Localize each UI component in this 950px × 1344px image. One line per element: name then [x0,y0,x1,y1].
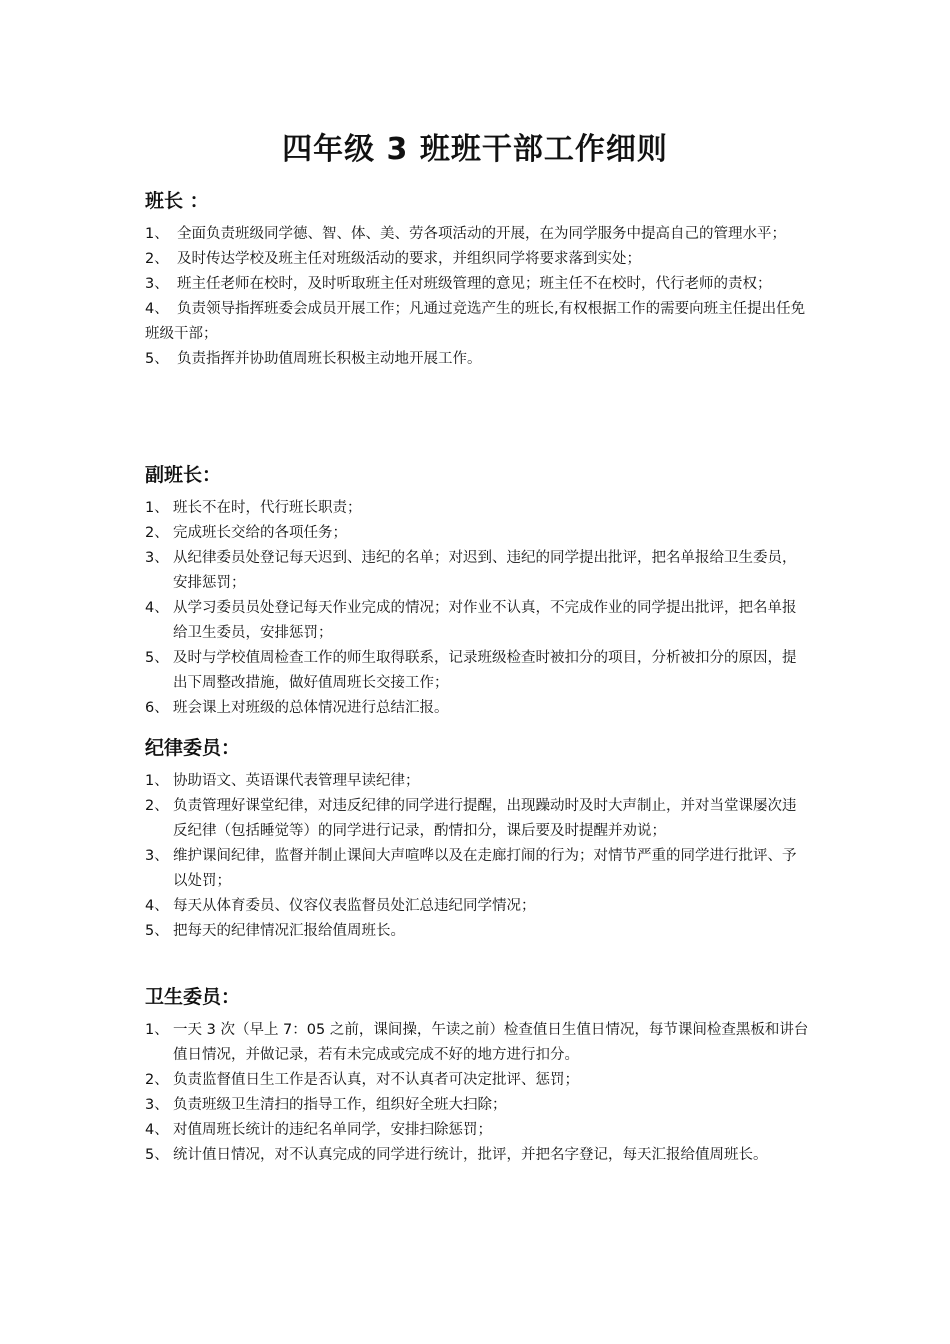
list-item [145,596,810,646]
list-item [145,1068,810,1093]
list-item [145,496,810,521]
item-number: 4、 [145,898,169,914]
section-heading: 副班长： [145,464,222,486]
item-text: 把每天的纪律情况汇报给值周班长。 [173,923,405,939]
list-item [145,1093,810,1118]
item-text: 班会课上对班级的总体情况进行总结汇报。 [173,700,449,716]
list-item [145,844,810,894]
item-number: 5、 [145,351,169,367]
item-number: 5、 [145,1147,169,1163]
list-item [145,1143,810,1168]
item-text: 一天 3 次（早上 7：05 之前，课间操，午读之前）检查值日生值日情况，每节课间检查黑板和讲台值日情况，并做记录，若有未完成或完成不好的地方进行扣分。 [173,1022,809,1063]
item-number: 2、 [145,251,169,267]
item-text: 全面负责班级同学德、智、体、美、劳各项活动的开展，在为同学服务中提高自己的管理水平； [177,226,786,242]
item-number: 3、 [145,550,169,566]
item-number: 4、 [145,301,169,317]
item-text: 及时传达学校及班主任对班级活动的要求，并组织同学将要求落到实处； [177,251,641,267]
item-number: 2、 [145,798,169,814]
item-text: 完成班长交给的各项任务； [173,525,347,541]
item-number: 3、 [145,848,169,864]
section-discipline-officer [145,733,810,944]
item-text: 负责领导指挥班委会成员开展工作；凡通过竞选产生的班长,有权根据工作的需要向班主任提出任免班级干部； [145,301,806,342]
item-text: 从学习委员员处登记每天作业完成的情况；对作业不认真，不完成作业的同学提出批评，把名单报给卫生委员，安排惩罚； [173,600,797,641]
item-text: 负责管理好课堂纪律，对违反纪律的同学进行提醒，出现躁动时及时大声制止，并对当堂课屡次违反纪律（包括睡觉等）的同学进行记录，酌情扣分，课后要及时提醒并劝说； [173,798,797,839]
document-title: 四年级 3 班班干部工作细则 [282,132,668,167]
list-item [145,646,810,696]
list-item [145,347,810,372]
item-number: 1、 [145,500,169,516]
item-number: 5、 [145,650,169,666]
item-text: 每天从体育委员、仪容仪表监督员处汇总违纪同学情况； [173,898,536,914]
item-text: 负责班级卫生清扫的指导工作，组织好全班大扫除； [173,1097,507,1113]
section-monitor [145,186,810,372]
item-text: 负责监督值日生工作是否认真，对不认真者可决定批评、惩罚； [173,1072,579,1088]
item-number: 6、 [145,700,169,716]
list-item [145,297,810,347]
list-item [145,1018,810,1068]
list-item [145,1118,810,1143]
list-item [145,546,810,596]
section-hygiene-officer [145,982,810,1168]
item-text: 协助语文、英语课代表管理早读纪律； [173,773,420,789]
item-number: 2、 [145,1072,169,1088]
item-number: 1、 [145,226,169,242]
item-number: 3、 [145,276,169,292]
item-number: 4、 [145,1122,169,1138]
section-heading: 班长 ： [145,190,209,212]
item-text: 维护课间纪律，监督并制止课间大声喧哗以及在走廊打闹的行为；对情节严重的同学进行批评、予以处罚； [173,848,797,889]
section-heading: 卫生委员： [145,986,241,1008]
item-text: 对值周班长统计的违纪名单同学，安排扫除惩罚； [173,1122,492,1138]
item-text: 从纪律委员处登记每天迟到、违纪的名单；对迟到、违纪的同学提出批评，把名单报给卫生委员，安排惩罚； [173,550,797,591]
list-item [145,894,810,919]
list-item [145,222,810,247]
item-text: 负责指挥并协助值周班长积极主动地开展工作。 [177,351,482,367]
item-number: 2、 [145,525,169,541]
list-item [145,247,810,272]
list-item [145,794,810,844]
item-number: 5、 [145,923,169,939]
item-number: 1、 [145,773,169,789]
item-number: 3、 [145,1097,169,1113]
item-text: 统计值日情况，对不认真完成的同学进行统计，批评，并把名字登记，每天汇报给值周班长。 [173,1147,768,1163]
item-number: 4、 [145,600,169,616]
list-item [145,769,810,794]
item-text: 及时与学校值周检查工作的师生取得联系，记录班级检查时被扣分的项目，分析被扣分的原因，提出下周整改措施，做好值周班长交接工作； [173,650,797,691]
section-vice-monitor [145,460,810,721]
item-number: 1、 [145,1022,169,1038]
section-heading: 纪律委员： [145,737,241,759]
list-item [145,919,810,944]
item-text: 班主任老师在校时，及时听取班主任对班级管理的意见；班主任不在校时，代行老师的责权； [177,276,772,292]
list-item [145,696,810,721]
list-item [145,272,810,297]
list-item [145,521,810,546]
item-text: 班长不在时，代行班长职责； [173,500,362,516]
